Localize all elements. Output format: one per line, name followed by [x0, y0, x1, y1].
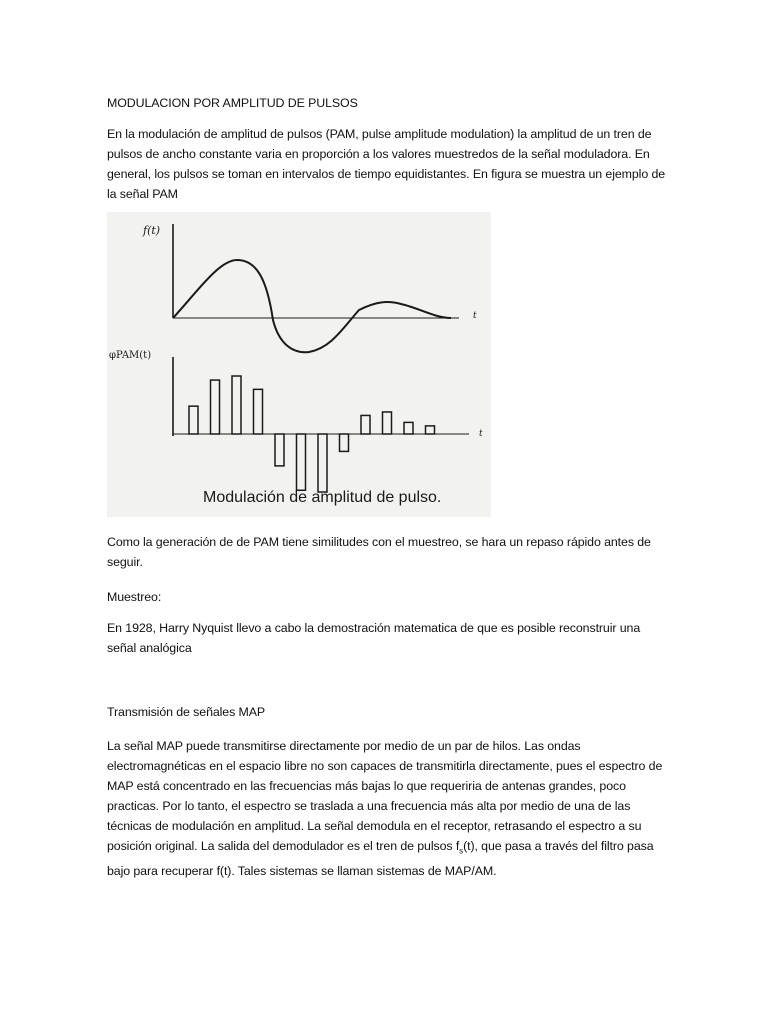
pam-pulse: [232, 376, 241, 434]
figure-caption: Modulación de amplitud de pulso.: [203, 489, 442, 506]
nyquist-paragraph: En 1928, Harry Nyquist llevo a cabo la demostración matematica de que es posible reconstruir una señal analógica: [107, 621, 641, 655]
pam-pulse: [254, 389, 263, 434]
pam-pulse: [297, 434, 306, 490]
transmision-text-2: (t), que pasa a través del filtro pasa bajo para recuperar f(t). Tales sistemas se llaman sistemas de MAP/AM.: [107, 839, 654, 879]
modulating-signal-curve: [173, 260, 451, 352]
pam-pulse: [361, 415, 370, 434]
pam-pulse: [404, 422, 413, 434]
after-figure-paragraph: Como la generación de de PAM tiene similitudes con el muestreo, se hara un repaso rápido antes de seguir.: [107, 535, 651, 569]
muestreo-heading: Muestreo:: [107, 590, 162, 604]
bottom-x-label: t: [479, 429, 483, 439]
pam-pulse: [318, 434, 327, 492]
pam-figure: [107, 212, 491, 517]
top-x-label: t: [473, 311, 477, 321]
pam-pulse: [211, 380, 220, 434]
document-title: MODULACION POR AMPLITUD DE PULSOS: [107, 96, 358, 110]
transmision-heading: Transmisión de señales MAP: [107, 705, 266, 719]
pam-figure-svg: [107, 212, 491, 517]
top-y-label: f(t): [143, 224, 161, 237]
transmision-text-1: La señal MAP puede transmitirse directamente por medio de un par de hilos. Las ondas electromagnéticas en el espacio libre no son capaces de transmitirla directamente, pues el espectro de MAP está concentrado en las frecuencias más bajas lo que requeriria de antenas grandes, poco practicas. Por lo tanto, el espectro se traslada a una frecuencia más alta por medio de una de las técnicas de modulación en amplitud. La señal demodula en el receptor, retrasando el espectro a su posición original. La salida del demodulador es el tren de pulsos f: [107, 739, 663, 853]
transmision-paragraph: [107, 736, 667, 881]
pam-pulse: [275, 434, 284, 466]
pam-pulse: [189, 406, 198, 434]
pam-pulse: [340, 434, 349, 451]
intro-paragraph: En la modulación de amplitud de pulsos (PAM, pulse amplitude modulation) la amplitud de un tren de pulsos de ancho constante varia en proporción a los valores muestredos de la señal moduladora. En general, los pulsos se toman en intervalos de tiempo equidistantes. En figura se muestra un ejemplo de la señal PAM: [107, 127, 666, 201]
pam-pulse: [383, 412, 392, 434]
transmision-subscript: s: [459, 846, 464, 856]
bottom-y-label: φPAM(t): [109, 350, 152, 361]
pam-pulse: [426, 426, 435, 434]
